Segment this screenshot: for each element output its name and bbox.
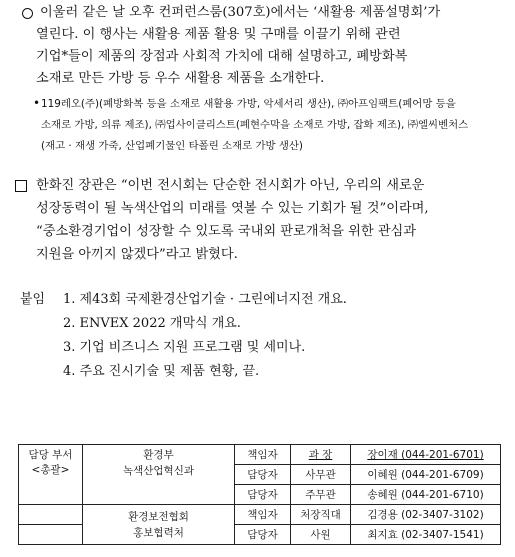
dept-label-cell — [19, 445, 83, 505]
org-name: 환경부 — [143, 449, 174, 461]
intro-line: 이울러 같은 날 오후 컨퍼런스룸(307호)에서는 ‘새활용 제품설명회’가 — [40, 5, 441, 20]
footnote-line: 119레오(주)(폐방화복 등을 소재로 새활용 가방, 악세서리 생산), ㈜아프임팩트(폐어망 등을 — [41, 98, 456, 110]
intro-line: 소재로 만든 가방 등 우수 새활용 제품을 소개한다. — [36, 71, 325, 86]
contact-cell: 최지효 (02-3407-1541) — [351, 525, 501, 545]
org-division: 홍보협력처 — [133, 526, 184, 539]
minister-line: 성장동력이 될 녹색산업의 미래를 엿볼 수 있는 기회가 될 것”이라며, — [36, 201, 429, 216]
empty-cell — [19, 505, 83, 525]
contact-cell: 이혜원 (044-201-6709) — [351, 465, 501, 485]
attachment-item: 1. 제43회 국제환경산업기술 · 그린에너지전 개요. — [63, 292, 347, 307]
contact-cell: 김경용 (02-3407-3102) — [351, 505, 501, 525]
title-cell: 사원 — [291, 525, 351, 545]
role-cell: 담당자 — [235, 465, 291, 485]
contact-cell: 장이재 (044-201-6701) — [351, 445, 501, 465]
title-cell: 과 장 — [291, 445, 351, 465]
table-row — [19, 505, 501, 525]
attachment-item: 4. 주요 진시기술 및 제품 현황, 끝. — [63, 364, 260, 379]
attachment-item: 3. 기업 비즈니스 지원 프로그램 및 세미나. — [63, 340, 306, 355]
attachments-label: 붙임 — [20, 292, 46, 307]
role-cell: 담당자 — [235, 485, 291, 505]
intro-line: 열린다. 이 행사는 새활용 제품 활용 및 구매를 이끌기 위해 관련 — [36, 27, 401, 42]
footnote-line: 소재로 가방, 의류 제조), ㈜업사이클리스트(폐현수막을 소재로 가방, 잡화 제조), ㈜엘씨벤처스 — [41, 119, 469, 131]
contacts-table — [18, 444, 501, 545]
table-row — [19, 445, 501, 465]
square-bullet-icon — [15, 180, 27, 192]
role-cell: 책임자 — [235, 505, 291, 525]
title-cell: 처장직대 — [291, 505, 351, 525]
role-cell: 책임자 — [235, 445, 291, 465]
minister-line: “중소환경기업이 성장할 수 있도록 국내외 판로개척을 위한 관심과 — [36, 224, 417, 239]
org-cell — [83, 505, 235, 545]
footnote-section — [0, 0, 515, 160]
org-cell — [83, 445, 235, 505]
dept-label-sub: <총괄> — [31, 464, 70, 476]
dept-label: 담당 부서 — [28, 449, 73, 461]
role-cell: 담당자 — [235, 525, 291, 545]
org-name: 환경보전협회 — [128, 510, 189, 523]
empty-cell — [19, 525, 83, 545]
footnote-line: (재고 · 재생 가죽, 산업폐기물인 타폴린 소재로 가방 생산) — [41, 140, 303, 152]
attachment-item: 2. ENVEX 2022 개막식 개요. — [63, 316, 241, 331]
org-division: 녹색산업혁신과 — [122, 465, 194, 477]
contact-cell: 송혜원 (044-201-6710) — [351, 485, 501, 505]
minister-line: 한화진 장관은 “이번 전시회는 단순한 전시회가 아닌, 우리의 새로운 — [36, 178, 425, 193]
minister-line: 지원을 아끼지 않겠다”라고 밝혔다. — [36, 247, 238, 262]
footnote-dot-icon: • — [33, 96, 41, 110]
title-cell: 주무관 — [291, 485, 351, 505]
title-cell: 사무관 — [291, 465, 351, 485]
intro-line: 기업*들이 제품의 장점과 사회적 가치에 대해 설명하고, 폐방화복 — [36, 49, 408, 64]
